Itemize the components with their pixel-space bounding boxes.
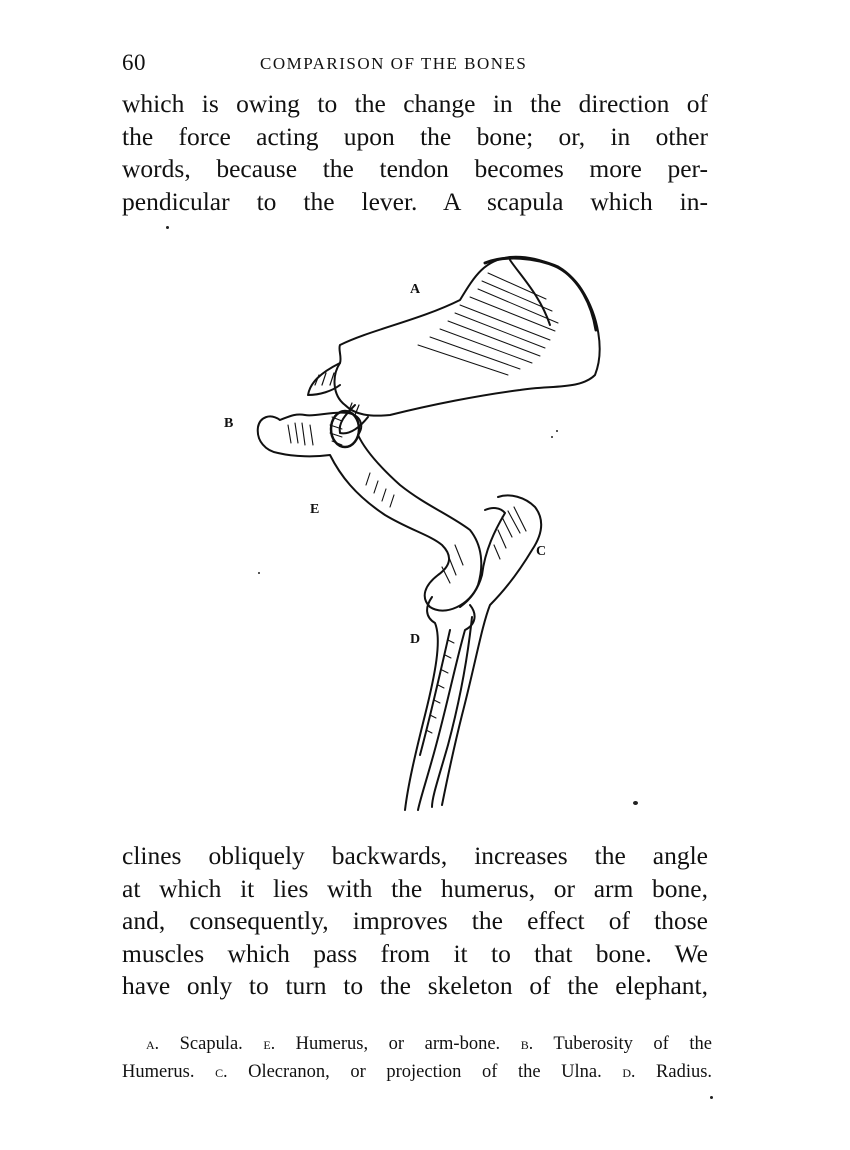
print-speck [710,1096,713,1099]
text-line: which is owing to the change in the direction of [122,89,708,118]
print-speck [551,436,553,438]
print-speck [258,572,260,574]
text-line: at which it lies with the humerus, or arm bone, [122,873,708,903]
body-paragraph-top [122,88,708,218]
caption-key-c: c. [215,1061,228,1081]
text-line: have only to turn to the skeleton of the elephant, [122,971,708,1000]
humerus-drawing [258,411,482,611]
caption-text-a: Scapula. [179,1034,243,1054]
caption-key-d: d. [622,1061,636,1081]
bone-illustration-svg [220,245,640,820]
scapula-drawing [308,257,600,433]
figure-caption [122,1030,712,1086]
running-head: COMPARISON OF THE BONES [260,54,528,73]
caption-key-e: e. [263,1033,276,1053]
body-paragraph-bottom [122,840,708,1003]
text-line: pendicular to the lever. A scapula which in- [122,186,708,216]
caption-text-c: Olecranon, or projection of the Ulna. [248,1062,602,1082]
caption-text-b: Tuberosity of the [553,1034,713,1054]
ulna-drawing [432,495,541,807]
caption-text-d: Radius. [656,1062,713,1082]
caption-line [122,1058,712,1086]
figure-label-b: B [224,416,234,431]
text-line: the force acting upon the bone; or, in other [122,121,708,151]
caption-text-b-cont: Humerus. [122,1062,195,1082]
print-speck [166,226,169,229]
caption-text-e: Humerus, or arm-bone. [295,1034,501,1054]
text-line: clines obliquely backwards, increases the angle [122,841,708,870]
print-speck [556,430,558,432]
caption-line [122,1030,712,1058]
bone-illustration [220,245,640,820]
figure-label-a: A [410,282,421,297]
caption-key-a: a. [146,1033,160,1053]
text-line: words, because the tendon becomes more per- [122,154,708,183]
caption-key-b: b. [520,1033,534,1053]
figure-label-e: E [310,502,320,517]
page-header [122,50,712,80]
page-number: 60 [122,50,146,75]
text-line: muscles which pass from it to that bone. We [122,938,708,968]
print-speck [633,801,638,805]
text-line: and, consequently, improves the effect of those [122,906,708,935]
figure-label-c: C [536,544,547,559]
figure-label-d: D [410,632,421,647]
